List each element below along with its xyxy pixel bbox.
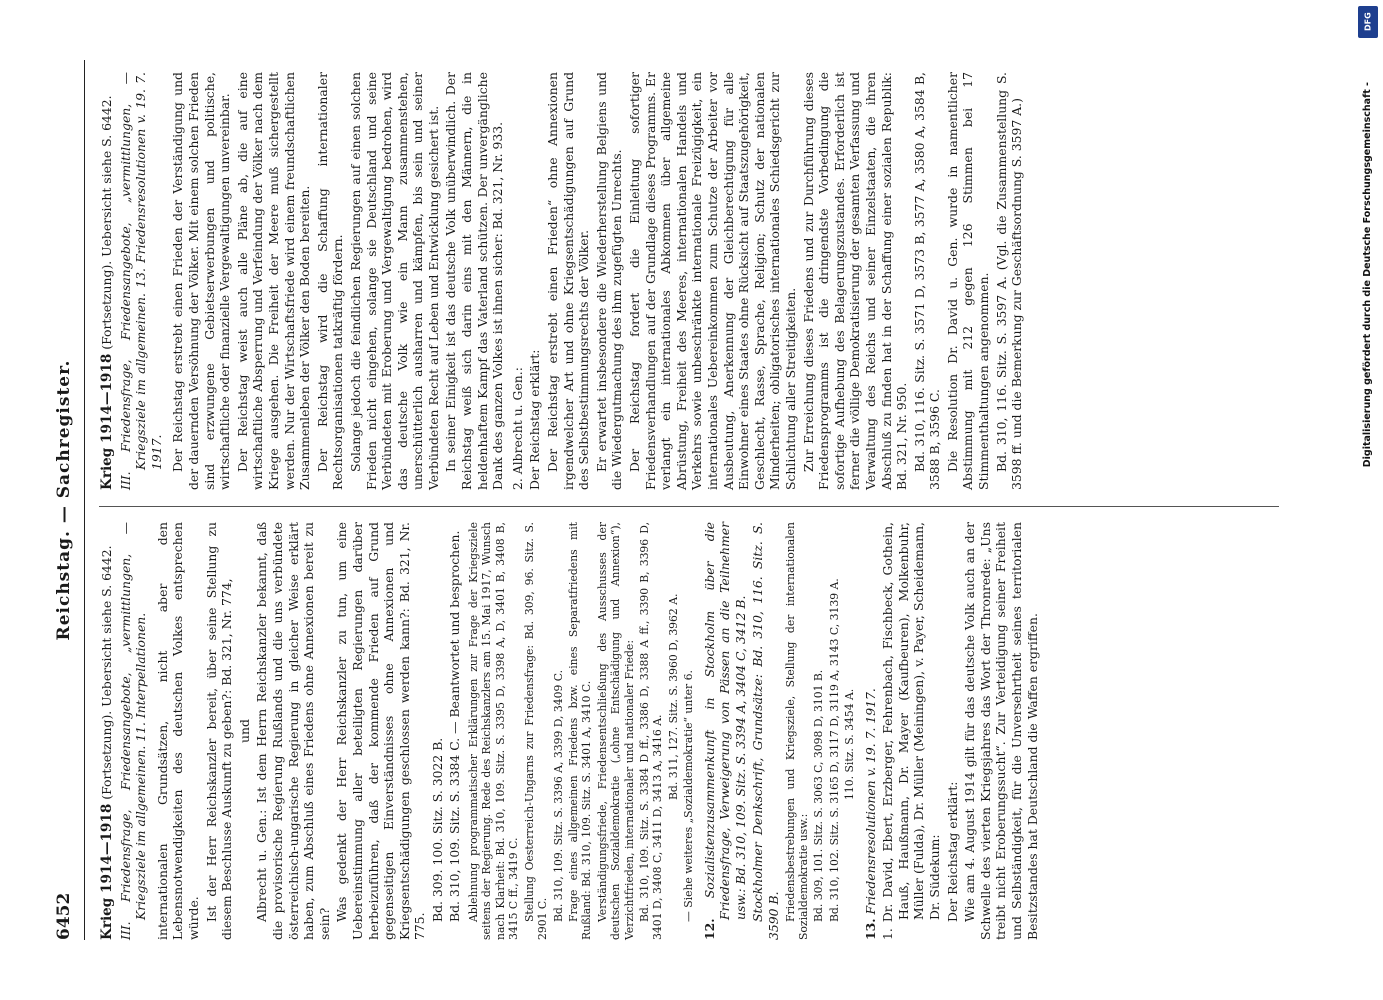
- note: Verständigungsfriede, Friedensentschließung des Ausschusses der deutschen Sozialdemokratie („ohne Entschädigung und Annexion“), Verzichtfrieden, internationaler und nationaler Friede:: [595, 522, 636, 940]
- paragraph: Der Reichstag erstrebt einen Frieden der Verständigung und der dauernden Versöhnung der Völker. Mit einem solchen Frieden sind erzwungene Gebietserwerbungen und politische, wirtschaftliche oder finanzielle Vergewaltigungen unvereinbar.: [170, 72, 233, 490]
- digitization-sidebar: [1352, 0, 1383, 1000]
- paragraph: Bd. 310, 116. Sitz. S. 3597 A. (Vgl. die Zusammenstellung S. 3598 ff. und die Bemerkung zur Geschäftsordnung S. 3597 A.): [993, 72, 1025, 490]
- paragraph: Der Reichstag fordert die Einleitung sofortiger Friedensverhandlungen auf der Grundlage dieses Programms. Er verlangt ein internationales Abkommen über allgemeine Abrüstung, Freiheit des Meeres, internationalen Handels und Verkehrs sowie unbeschränkte internationale Freizügigkeit, ein internationales Uebereinkommen zum Schutze der Arbeiter vor Ausbeutung, Anerkennung der Gleichberechtigung für alle Einwohner eines Staates ohne Rücksicht auf Staatszugehörigkeit, Geschlecht, Rasse, Sprache, Religion; Schutz der nationalen Minderheiten; obligatorisches internationales Schiedsgericht zur Schlichtung aller Streitigkeiten.: [627, 72, 798, 490]
- right-subheading: III. Friedensfrage, Friedensangebote, „vermittlungen, — Kriegsziele im allgemeinen. 13. Friedensresolutionen v. 19. 7. 1917.: [117, 72, 164, 490]
- note: Stellung Oesterreich-Ungarns zur Friedensfrage: Bd. 309, 96. Sitz. S. 2901 C.: [522, 522, 550, 940]
- paragraph: Die Resolution Dr. David u. Gen. wurde in namentlicher Abstimmung mit 212 gegen 126 Stimmen bei 17 Stimmenthaltungen angenommen.: [944, 72, 992, 490]
- paragraph: internationalen Grundsätzen, nicht aber den Lebensnotwendigkeiten des deutschen Volkes entsprechen würde.: [154, 522, 201, 940]
- paragraph: Was gedenkt der Herr Reichskanzler zu tun, um eine Uebereinstimmung aller beteiligten Regierungen darüber herbeizuführen, daß der kommende Frieden auf Grund gegenseitigen Einverständnisses ohne Annexionen und Kriegsentschädigungen geschlossen werden kann?: Bd. 321, Nr. 775.: [334, 522, 428, 940]
- paragraph: Ist der Herr Reichskanzler bereit, über seine Stellung zu diesem Beschlusse Auskunft zu geben?: Bd. 321, Nr. 774,: [203, 522, 235, 940]
- paragraph: Der Reichstag erstrebt einen Frieden“ ohne Annexionen irgendwelcher Art und ohne Kriegsentschädigungen auf Grund des Selbstbestimmungsrechts der Völker.: [545, 72, 592, 490]
- note: Bd. 310, 102. Sitz. S. 3165 D, 3117 D, 3119 A, 3143 C, 3139 A.: [827, 578, 841, 922]
- paragraph: Bd. 310, 109. Sitz. S. 3384 C. — Beantwortet und besprochen.: [447, 530, 463, 922]
- paragraph: Der Reichstag wird die Schaffung internationaler Rechtsorganisationen tatkräftig fördern.: [314, 72, 346, 490]
- right-heading: Krieg 1914—1918 (Fortsetzung). Uebersicht siehe S. 6442.: [99, 95, 115, 490]
- digitization-notice: Digitalisierung gefördert durch die Deutsche Forschungsgemeinschaft -: [1362, 82, 1373, 468]
- section-13: 13. Friedensresolutionen v. 19. 7. 1917.: [862, 688, 878, 940]
- paragraph: Er erwartet insbesondere die Wiederherstellung Belgiens und die Wiedergutmachung des ihm zugefügten Unrechts.: [593, 72, 625, 490]
- paragraph: Stockholmer Denkschrift, Grundsätze: Bd. 310, 116. Sitz. S. 3590 B.: [750, 522, 781, 940]
- paragraph: Der Reichstag erklärt:: [944, 781, 960, 922]
- left-column: [99, 522, 1042, 940]
- left-heading: Krieg 1914—1918 (Fortsetzung). Uebersicht siehe S. 6442.: [99, 545, 115, 940]
- paragraph: Bd. 309. 100. Sitz. S. 3022 B.: [429, 737, 445, 922]
- note: Bd. 309, 101. Sitz. S. 3063 C, 3098 D, 3101 B.: [812, 669, 826, 922]
- note: Bd. 310, 109. Sitz. S. 3384 D ff., 3386 D, 3388 A ff., 3390 B, 3396 D, 3401 D, 3408 C, 3411 D, 3413 A, 3416 A.: [637, 522, 665, 940]
- note: 110. Sitz. S. 3454 A.: [843, 688, 857, 800]
- note: Frage eines allgemeinen Friedens bzw. eines Separatfriedens mit Rußland: Bd. 310, 109. Sitz. S. 3401 A, 3410 C.: [566, 522, 594, 940]
- paragraph: Zur Erreichung dieses Friedens und zur Durchführung dieses Friedensprogramms ist die dringendste Vorbedingung die sofortige Aufhebung des Belagerungszustandes. Erforderlich ist ferner die völlige Demokratisierung der gesamten Verfassung und Verwaltung des Reichs und seiner Einzelstaaten, die ihren Abschluß zu finden hat in der Schaffung einer sozialen Republik: Bd. 321, Nr. 950.: [800, 72, 910, 490]
- note: Ablehnung programmatischer Erklärungen zur Frage der Kriegsziele seitens der Regierung. Rede des Reichskanzlers am 15. Mai 1917, Wunsch nach Klarheit: Bd. 310, 109. Sitz. S. 3395 D, 3398 A, D, 3401 B, 3408 B, 3415 C ff., 3419 C.: [467, 522, 521, 940]
- left-subheading: III. Friedensfrage, Friedensangebote, „vermittlungen, — Kriegsziele im allgemeinen. 11. Interpellationen.: [117, 522, 149, 940]
- paragraph: Wie am 4. August 1914 gilt für das deutsche Volk auch an der Schwelle des vierten Kriegsjahres das Wort der Thronrede: „Uns treibt nicht Eroberungssucht“. Zur Verteidigung seiner Freiheit und Selbständigkeit, für die Unversehrtheit seines territorialen Besitzstandes hat Deutschland die Waffen ergriffen.: [962, 522, 1040, 940]
- paragraph: und: [236, 719, 252, 743]
- paragraph: In seiner Einigkeit ist das deutsche Volk unüberwindlich. Der Reichstag weiß sich darin eins mit den Männern, die in heldenhaftem Kampf das Vaterland schützen. Der unvergängliche Dank des ganzen Volkes ist ihnen sicher: Bd. 321, Nr. 933.: [443, 72, 506, 490]
- paragraph: Der Reichstag weist auch alle Pläne ab, die auf eine wirtschaftliche Absperrung und Verfeindung der Völker nach dem Kriege ausgehen. Die Freiheit der Meere muß sichergestellt werden. Nur der Wirtschaftsfriede wird einem freundschaftlichen Zusammenleben der Völker den Boden bereiten.: [234, 72, 313, 490]
- note: — Siehe weiteres „Sozialdemokratie“ unter 6.: [682, 670, 696, 922]
- page-header: [48, 60, 85, 940]
- paragraph: Albrecht u. Gen.: Ist dem Herrn Reichskanzler bekannt, daß die provisorische Regierung Rußlands und die uns verbündete österreichisch-ungarische Regierung in gleicher Weise erklärt haben, zum Abschluß eines Friedens ohne Annexionen bereit zu sein?: [254, 522, 332, 940]
- page-number: 6452: [54, 892, 74, 940]
- paragraph: Solange jedoch die feindlichen Regierungen auf einen solchen Frieden nicht eingehen, solange sie Deutschland und seine Verbündeten mit Eroberung und Vergewaltigung bedrohen, wird das deutsche Volk wie ein Mann zusammenstehen, unerschütterlich ausharren und kämpfen, bis sein und seiner Verbündeten Recht auf Leben und Entwicklung gesichert ist.: [347, 72, 441, 490]
- paragraph: 1. Dr. David, Ebert, Erzberger, Fehrenbach, Fischbeck, Gothein, Hauß, Haußmann, Dr. Mayer (Kaufbeuren), Molkenbuhr, Müller (Fulda), Dr. Müller (Meiningen), v. Payer, Scheidemann, Dr. Südekum:: [880, 522, 942, 940]
- note: Friedensbestrebungen und Kriegsziele, Stellung der internationalen Sozialdemokratie usw.:: [783, 522, 810, 940]
- section-12: 12. Sozialistenzusammenkunft in Stockholm über die Friedensfrage, Verweigerung von Pässen an die Teilnehmer usw.: Bd. 310, 109. Sitz. S. 3394 A, 3404 C, 3412 B.: [701, 522, 748, 940]
- section-2: 2. Albrecht u. Gen.:: [509, 367, 525, 490]
- note: Bd. 311, 127. Sitz. S. 3960 D, 3962 A.: [666, 593, 680, 800]
- paragraph: Der Reichstag erklärt:: [527, 349, 543, 490]
- note: Bd. 310, 109. Sitz. S. 3396 A, 3399 D, 3409 C.: [551, 669, 565, 922]
- text-columns: [99, 60, 1279, 940]
- paragraph: Bd. 310, 116. Sitz. S. 3571 D, 3573 B, 3577 A, 3580 A, 3584 B, 3588 B, 3596 C.: [911, 72, 943, 490]
- right-column: [99, 72, 1027, 490]
- page-title: Reichstag. — Sachregister.: [54, 359, 74, 641]
- column-divider: [99, 506, 1279, 507]
- dfg-logo-icon: DFG: [1358, 6, 1378, 38]
